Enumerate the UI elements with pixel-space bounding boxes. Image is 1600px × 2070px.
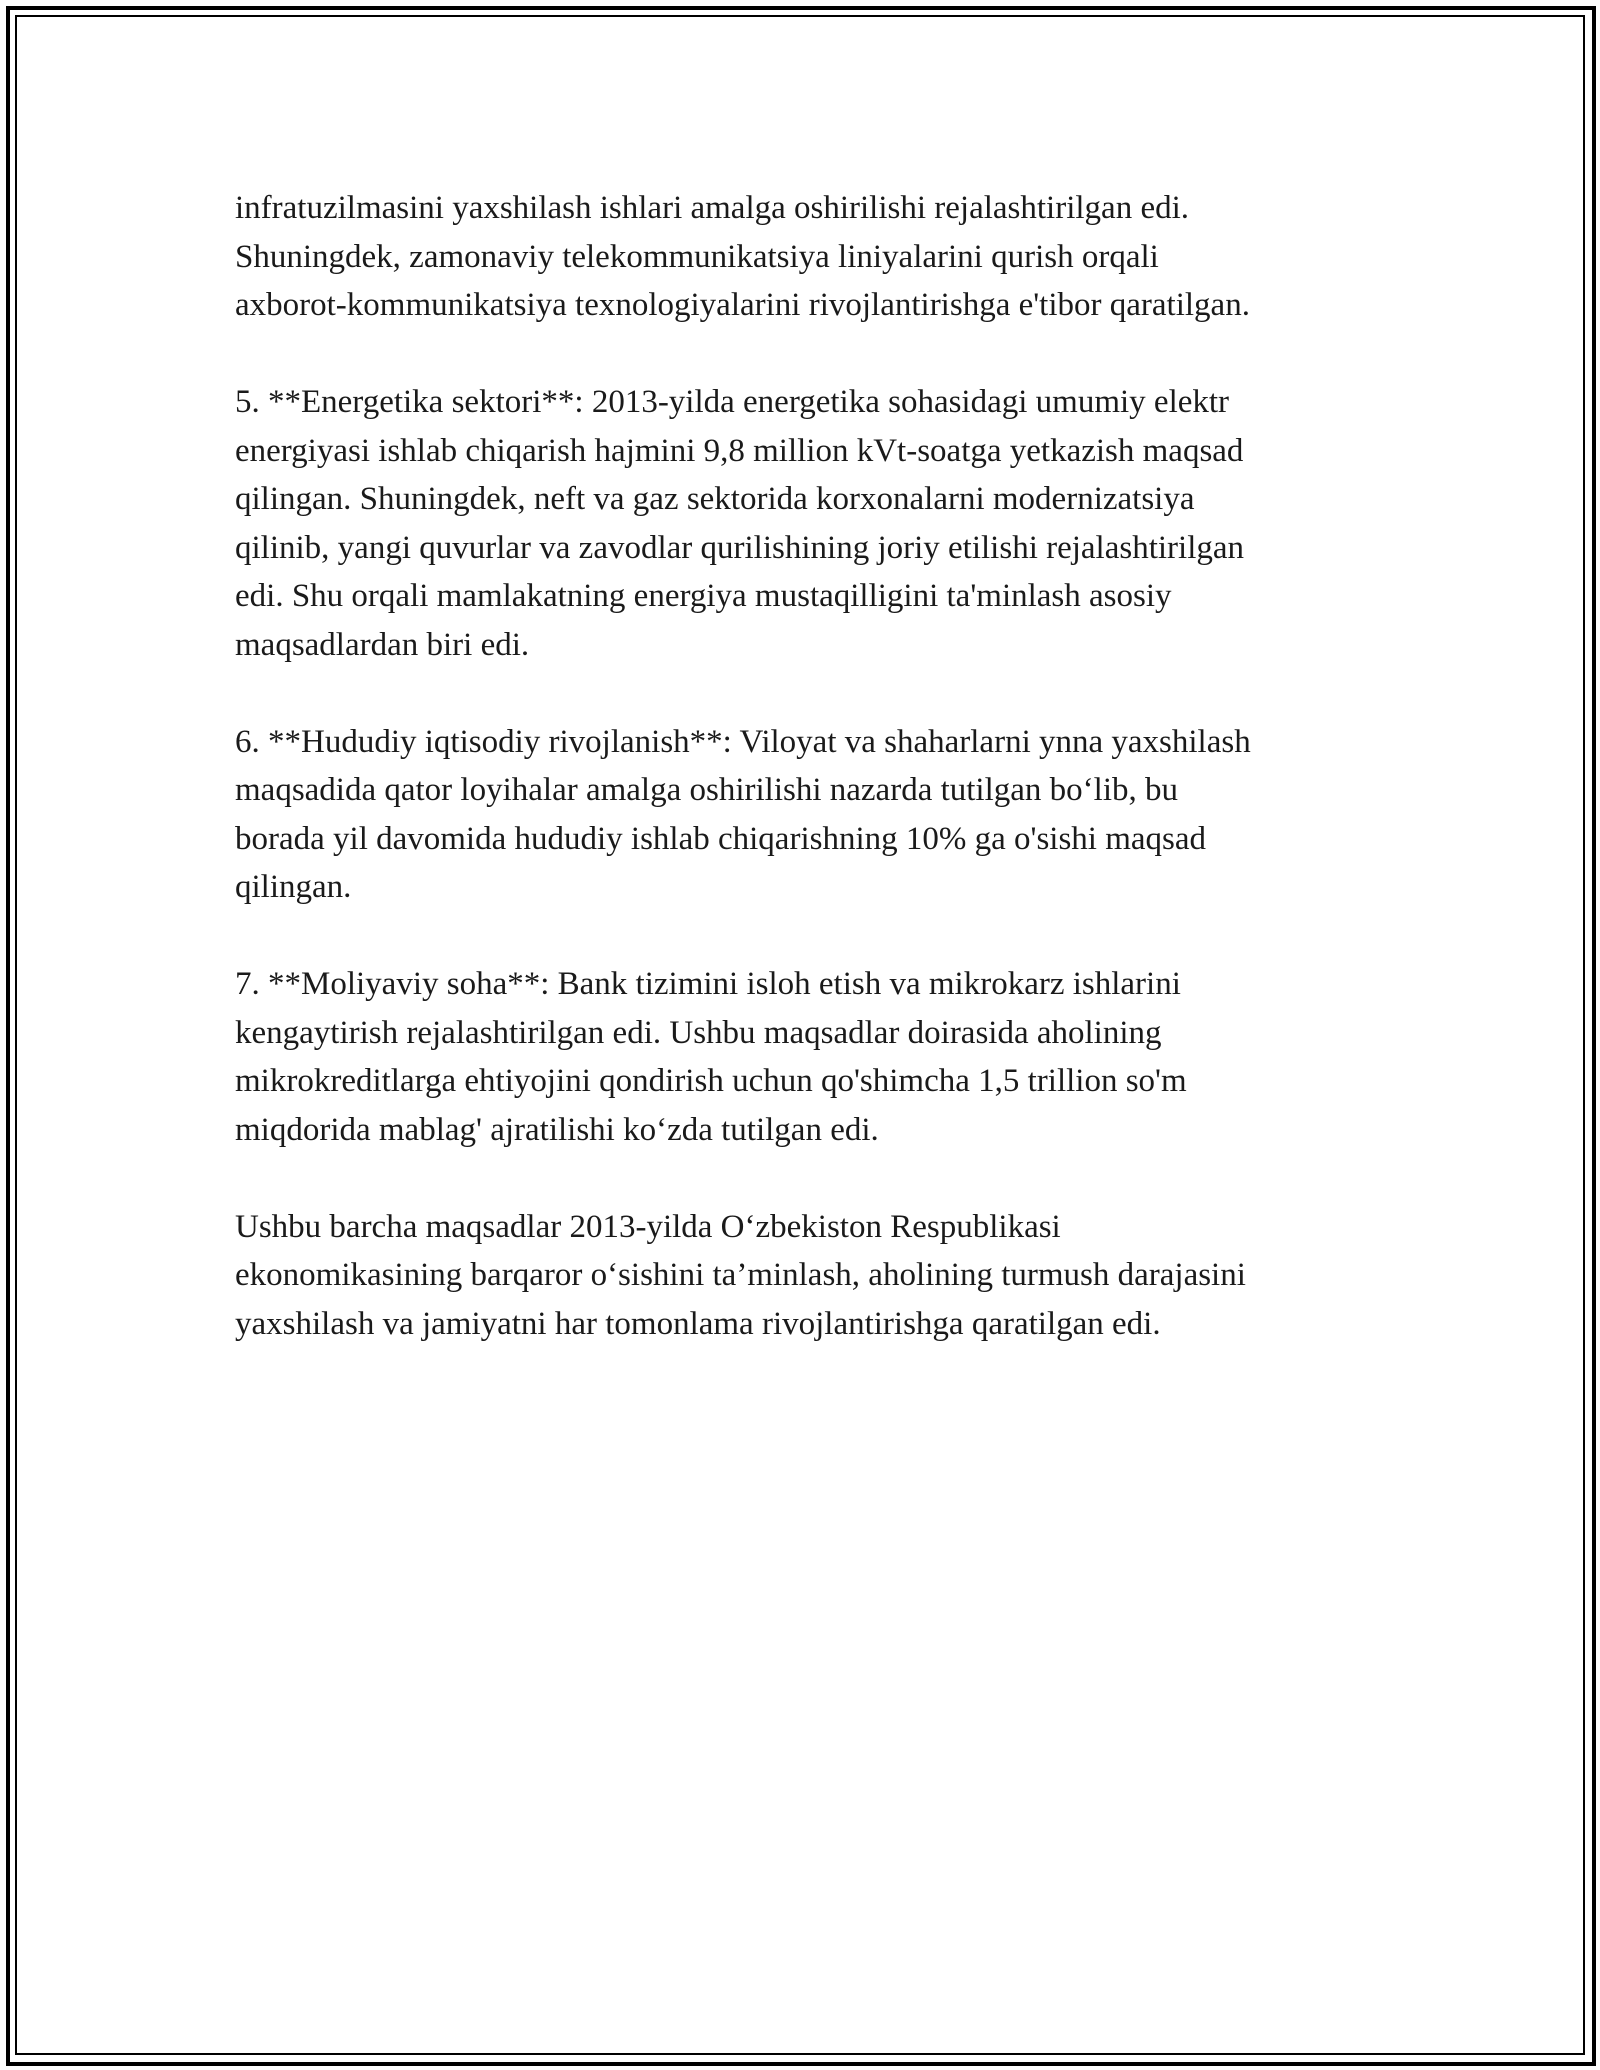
paragraph-infrastructure-continuation: infratuzilmasini yaxshilash ishlari amalga oshirilishi rejalashtirilgan edi. Shuningdek, zamonaviy telekommunikatsiya liniyalarini qurish orqali axborot-kommunikatsiya texnologiyalarini rivojlantirishga e'tibor qaratilgan. — [235, 190, 1250, 323]
paragraph-conclusion: Ushbu barcha maqsadlar 2013-yilda O‘zbekiston Respublikasi ekonomikasining barqaror o‘sishini ta’minlash, aholining turmush darajasini yaxshilash va jamiyatni har tomonlama rivojlantirishga qaratilgan edi. — [235, 1208, 1246, 1342]
paragraph-regional-development: 6. **Hududiy iqtisodiy rivojlanish**: Viloyat va shaharlarni ynna yaxshilash maqsadida qator loyihalar amalga oshirilishi nazarda tutilgan bo‘lib, bu borada yil davomida hududiy ishlab chiqarishning 10% ga o'sishi maqsad qilingan. — [235, 723, 1251, 905]
paragraph-financial-sector: 7. **Moliyaviy soha**: Bank tizimini isloh etish va mikrokarz ishlarini kengaytirish rejalashtirilgan edi. Ushbu maqsadlar doirasida aholining mikrokreditlarga ehtiyojini qondirish uchun qo'shimcha 1,5 trillion so'm miqdorida mablag' ajratilishi ko‘zda tutilgan edi. — [235, 966, 1187, 1148]
paragraph-energy-sector: 5. **Energetika sektori**: 2013-yilda energetika sohasidagi umumiy elektr energiyasi ishlab chiqarish hajmini 9,8 million kVt-soatga yetkazish maqsad qilingan. Shuningdek, neft va gaz sektorida korxonalarni modernizatsiya qilinib, yangi quvurlar va zavodlar qurilishining joriy etilishi rejalashtirilgan edi. Shu orqali mamlakatning energiya mustaqilligini ta'minlash asosiy maqsadlardan biri edi. — [235, 384, 1245, 663]
document-body — [235, 184, 1395, 1397]
